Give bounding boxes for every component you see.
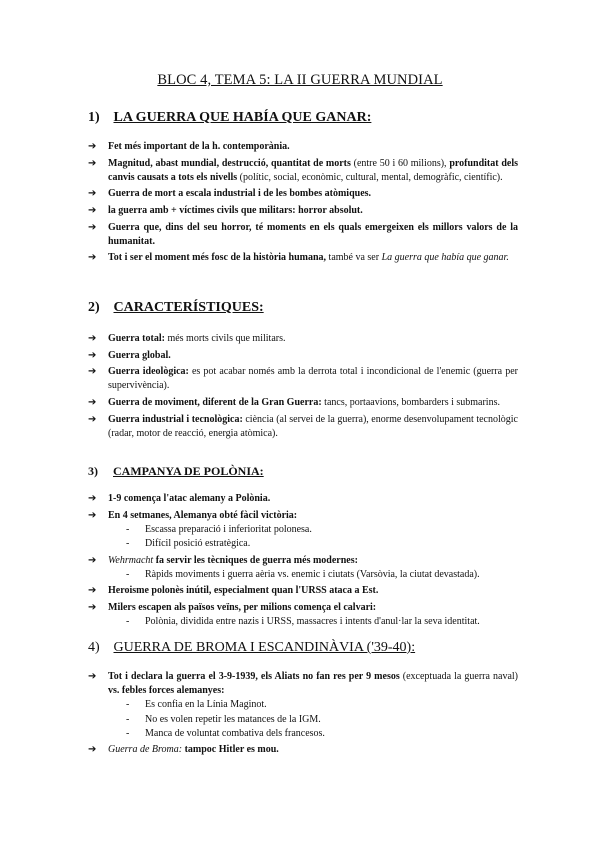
list-item: ➔ Guerra total: més morts civils que militars. [88,332,518,346]
arrow-bullet-icon: ➔ [88,157,97,169]
list-item: ➔ Heroisme polonès inútil, especialment quan l'URSS ataca a Est. [88,584,518,598]
dash-bullet: - [126,699,130,711]
section-list [88,140,518,268]
section-heading [88,464,264,479]
arrow-bullet-icon: ➔ [88,493,97,504]
section-list [88,332,518,443]
list-item: ➔ Tot i ser el moment més fosc de la història humana, també va ser La guerra que había que ganar. [88,251,518,265]
sub-item: - Ràpids moviments i guerra aèria vs. enemic i ciutats (Varsòvia, la ciutat devastada). [108,568,518,582]
arrow-bullet-icon: ➔ [88,413,97,425]
arrow-bullet-icon: ➔ [88,204,97,216]
section-title: LA GUERRA QUE HABÍA QUE GANAR: [113,110,372,125]
dash-bullet: - [126,727,130,739]
list-item: ➔ Milers escapen als països veïns, per milions comença el calvari: - Polònia, dividida entre nazis i URSS, massacres i intents d'anul·lar la seva identitat. [88,601,518,629]
list-item: ➔ Fet més important de la h. contemporània. [88,140,518,154]
section-number: 4) [88,640,100,655]
sub-item: - Polònia, dividida entre nazis i URSS, massacres i intents d'anul·lar la seva identitat. [108,615,518,629]
arrow-bullet-icon: ➔ [88,252,97,264]
section-list [88,670,518,760]
sub-item: - Es confia en la Línia Maginot. [108,698,518,712]
section-heading [88,300,264,316]
arrow-bullet-icon: ➔ [88,141,97,152]
sub-item: - No es volen repetir les matances de la IGM. [108,713,518,727]
sub-list [108,698,518,741]
list-item: ➔ Guerra global. [88,349,518,363]
arrow-bullet-icon: ➔ [88,671,97,682]
arrow-bullet-icon: ➔ [88,585,97,597]
section-number: 3) [88,464,98,478]
dash-bullet: - [126,538,130,549]
section-heading [88,110,371,126]
list-item: ➔ Guerra de mort a escala industrial i de les bombes atòmiques. [88,187,518,201]
section-title: GUERRA DE BROMA I ESCANDINÀVIA ('39-40): [113,640,416,655]
list-item: ➔ Guerra que, dins del seu horror, té moments en els quals emergeixen els millors valors de la humanitat. [88,221,518,247]
list-item: ➔ Magnitud, abast mundial, destrucció, quantitat de morts (entre 50 i 60 milions), profunditat dels canvis causats a tots els nivells (polític, social, econòmic, cultural, mental, demogràfic, científic). [88,157,519,183]
sub-list [108,523,518,551]
arrow-bullet-icon: ➔ [88,349,97,361]
document-title: BLOC 4, TEMA 5: LA II GUERRA MUNDIAL [157,72,443,88]
dash-bullet: - [126,616,130,628]
section-number: 2) [88,300,100,315]
sub-item: - Escassa preparació i inferioritat polonesa. [108,523,518,537]
list-item: ➔ Guerra de moviment, diferent de la Gran Guerra: tancs, portaavions, bombarders i submarins. [88,396,518,410]
list-item: ➔ En 4 setmanes, Alemanya obté fàcil victòria: - Escassa preparació i inferioritat polonesa. - Difícil posició estratègica. [88,509,518,552]
list-item: ➔ Guerra ideològica: es pot acabar només amb la derrota total i incondicional de l'enemic (guerra per supervivència). [88,366,518,392]
section-list [88,492,518,632]
dash-bullet: - [126,523,130,535]
sub-item: - Manca de voluntat combativa dels francesos. [108,727,518,741]
section-title: CARACTERÍSTIQUES: [113,300,264,315]
arrow-bullet-icon: ➔ [88,509,97,521]
dash-bullet: - [126,713,130,725]
section-title: CAMPANYA DE POLÒNIA: [113,464,264,478]
arrow-bullet-icon: ➔ [88,744,97,756]
arrow-bullet-icon: ➔ [88,396,97,408]
arrow-bullet-icon: ➔ [88,333,97,344]
arrow-bullet-icon: ➔ [88,221,97,233]
sub-list [108,615,518,629]
section-heading [88,640,415,656]
list-item: ➔ Tot i declara la guerra el 3-9-1939, els Aliats no fan res per 9 mesos (exceptuada la guerra naval) vs. febles forces alemanyes: - Es confia en la Línia Maginot. - No es volen repetir les matances de la IGM. - Manca de voluntat combativa dels francesos. [88,670,518,741]
list-item: ➔ Guerra de Broma: tampoc Hitler es mou. [88,743,518,757]
list-item: ➔ la guerra amb + víctimes civils que militars: horror absolut. [88,204,518,218]
list-item: ➔ 1-9 comença l'atac alemany a Polònia. [88,492,518,506]
list-item: ➔ Guerra industrial i tecnològica: ciència (al servei de la guerra), enorme desenvolupament tecnològic (radar, motor de reacció, energia atòmica). [88,413,518,439]
section-number: 1) [88,110,100,125]
list-item: ➔ Wehrmacht fa servir les tècniques de guerra més modernes: - Ràpids moviments i guerra aèria vs. enemic i ciutats (Varsòvia, la ciutat devastada). [88,554,518,582]
sub-item: - Difícil posició estratègica. [108,537,518,551]
arrow-bullet-icon: ➔ [88,188,97,200]
sub-list [108,568,518,582]
arrow-bullet-icon: ➔ [88,601,97,613]
arrow-bullet-icon: ➔ [88,366,97,378]
dash-bullet: - [126,568,130,580]
arrow-bullet-icon: ➔ [88,554,97,566]
